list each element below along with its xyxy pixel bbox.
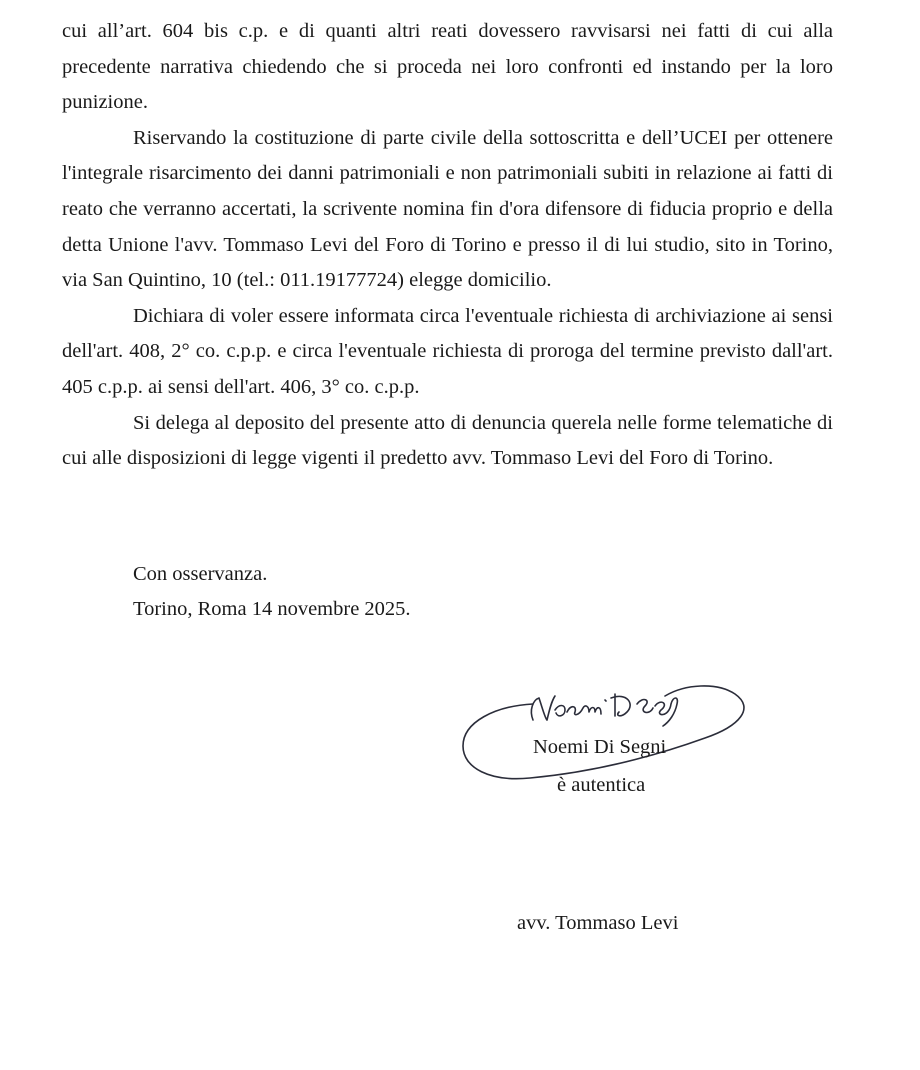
- paragraph-civil-party: Riservando la costituzione di parte civile della sottoscritta e dell’UCEI per ottenere l'integrale risarcimento dei danni patrimoniali e non patrimoniali subiti in relazione ai fatti di reato che verranno accertati, la scrivente nomina fin d'ora difensore di fiducia proprio e della detta Unione l'avv. Tommaso Levi del Foro di Torino e presso il di lui studio, sito in Torino, via San Quintino, 10 (tel.: 011.19177724) elegge domicilio.: [62, 126, 833, 292]
- salutation: Con osservanza.: [133, 563, 268, 585]
- signature-loop-stroke: [463, 686, 744, 779]
- signature-letters-oemi: [555, 700, 606, 716]
- signature-authenticity-note: è autentica: [557, 774, 646, 796]
- paragraph-continuation: cui all’art. 604 bis c.p. e di quanti altri reati dovessero ravvisarsi nei fatti di cui alla precedente narrativa chiedendo che si proceda nei loro confronti ed instando per la loro punizione.: [62, 20, 833, 114]
- paragraph-delegation: Si delega al deposito del presente atto di denuncia querela nelle forme telematiche di cui alle disposizioni di legge vigenti il predetto avv. Tommaso Levi del Foro di Torino.: [62, 411, 833, 470]
- paragraph-declaration: Dichiara di voler essere informata circa l'eventuale richiesta di archiviazione ai sensi dell'art. 408, 2° co. c.p.p. e circa l'eventuale richiesta di proroga del termine previsto dall'art. 405 c.p.p. ai sensi dell'art. 406, 3° co. c.p.p.: [62, 304, 833, 398]
- lawyer-signature-line: avv. Tommaso Levi: [517, 912, 679, 934]
- signature-letters-segni: [637, 698, 677, 726]
- signature-letter-d: [611, 694, 630, 716]
- signature-letter-n: [531, 696, 555, 720]
- place-date: Torino, Roma 14 novembre 2025.: [133, 598, 411, 620]
- letter-body: [62, 14, 833, 477]
- signatory-name: Noemi Di Segni: [533, 736, 667, 758]
